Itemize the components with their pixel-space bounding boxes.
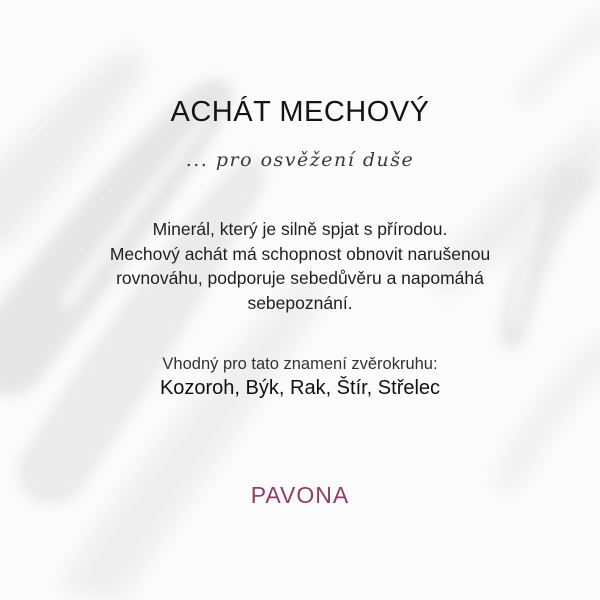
description-line: Minerál, který je silně spjat s přírodou. <box>152 219 448 239</box>
product-tagline: ... pro osvěžení duše <box>185 149 415 171</box>
description-line: Mechový achát má schopnost obnovit narušenou <box>109 243 491 264</box>
zodiac-label: Vhodný pro tato znamení zvěrokruhu: <box>162 355 438 373</box>
product-title: ACHÁT MECHOVÝ <box>170 96 430 128</box>
zodiac-signs: Kozoroh, Býk, Rak, Štír, Střelec <box>159 377 441 399</box>
product-description <box>100 217 500 315</box>
brand-logo: PAVONA <box>250 482 350 508</box>
description-line: sebepoznání. <box>247 292 353 313</box>
description-line: rovnováhu, podporuje sebedůvěru a napomáhá <box>116 268 484 288</box>
